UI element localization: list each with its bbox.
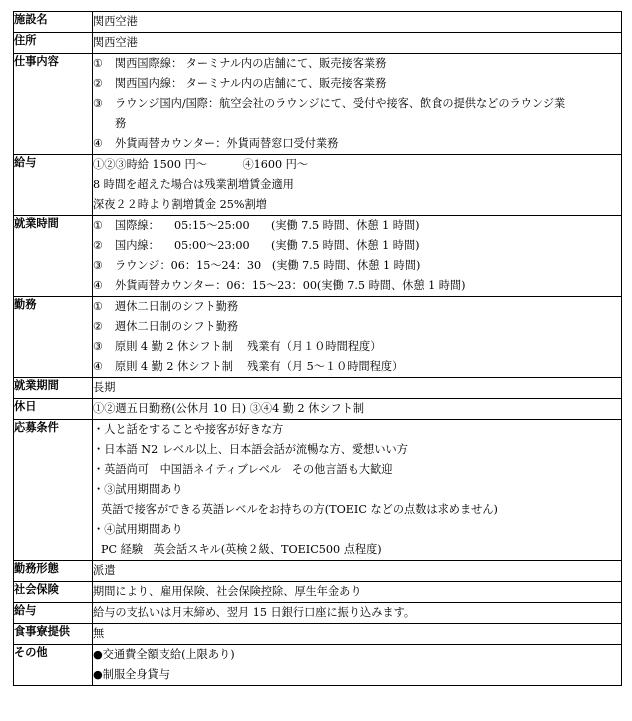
requirement-line: ・③試用期間あり: [93, 483, 183, 496]
job-listing: [13, 11, 622, 686]
requirement-line: ・人と話をすることや接客が好きな方: [93, 423, 284, 436]
period-text: 長期: [93, 381, 116, 394]
row-address: [14, 33, 622, 54]
facility-text: 関西空港: [93, 15, 138, 28]
other-line: ●交通費全額支給(上限あり): [93, 648, 235, 661]
meals-text: 無: [93, 627, 105, 640]
work-label: 仕事内容: [14, 54, 93, 155]
facility-label: 施設名: [14, 12, 93, 33]
other-label: その他: [14, 645, 93, 686]
row-insurance: [14, 582, 622, 603]
requirements-value: [93, 420, 622, 561]
holidays-label: 休日: [14, 399, 93, 420]
hours-item: ④ 外貨両替カウンター：06：15〜23：00(実働 7.5 時間、休憩 1 時間): [93, 279, 466, 292]
holidays-value: [93, 399, 622, 420]
work-item: ④ 外貨両替カウンター：外貨両替窓口受付業務: [93, 137, 339, 150]
meals-value: [93, 624, 622, 645]
address-label: 住所: [14, 33, 93, 54]
address-value: [93, 33, 622, 54]
shift-value: [93, 297, 622, 378]
holidays-text: ①②週五日勤務(公休月 10 日) ③④4 勤 2 休シフト制: [93, 402, 365, 415]
work-item: ① 関西国際線： ターミナル内の店舗にて、販売接客業務: [93, 57, 387, 70]
row-holidays: [14, 399, 622, 420]
work-item: ③ ラウンジ国内/国際：航空会社のラウンジにて、受付や接客、飲食の提供などのラウンジ業: [93, 97, 566, 110]
row-salary: [14, 155, 622, 216]
facility-value: [93, 12, 622, 33]
hours-item: ③ ラウンジ：06：15〜24：30 (実働 7.5 時間、休憩 1 時間): [93, 259, 421, 272]
address-text: 関西空港: [93, 36, 138, 49]
hours-item: ① 国際線： 05:15〜25:00 (実働 7.5 時間、休憩 1 時間): [93, 219, 420, 232]
payment-label: 給与: [14, 603, 93, 624]
row-requirements: [14, 420, 622, 561]
meals-label: 食事寮提供: [14, 624, 93, 645]
row-hours: [14, 216, 622, 297]
employment-text: 派遣: [93, 564, 116, 577]
row-facility: [14, 12, 622, 33]
requirements-label: 応募条件: [14, 420, 93, 561]
row-shift: [14, 297, 622, 378]
insurance-value: [93, 582, 622, 603]
requirement-line: ・④試用期間あり: [93, 523, 183, 536]
row-payment: [14, 603, 622, 624]
employment-label: 勤務形態: [14, 561, 93, 582]
requirement-line: 英語で接客ができる英語レベルをお持ちの方(TOEIC などの点数は求めません): [101, 503, 498, 516]
shift-label: 勤務: [14, 297, 93, 378]
row-meals: [14, 624, 622, 645]
work-item-continuation: 務: [115, 117, 127, 130]
other-value: [93, 645, 622, 686]
row-period: [14, 378, 622, 399]
hours-item: ② 国内線： 05:00〜23:00 (実働 7.5 時間、休憩 1 時間): [93, 239, 420, 252]
period-value: [93, 378, 622, 399]
insurance-label: 社会保険: [14, 582, 93, 603]
payment-value: [93, 603, 622, 624]
shift-item: ② 週休二日制のシフト勤務: [93, 320, 239, 333]
shift-item: ① 週休二日制のシフト勤務: [93, 300, 239, 313]
other-line: ●制服全身貸与: [93, 668, 170, 681]
salary-value: [93, 155, 622, 216]
requirement-line: ・英語尚可 中国語ネイティブレベル その他言語も大歓迎: [93, 463, 393, 476]
period-label: 就業期間: [14, 378, 93, 399]
row-other: [14, 645, 622, 686]
employment-value: [93, 561, 622, 582]
requirement-line: ・日本語 N2 レベル以上、日本語会話が流暢な方、愛想いい方: [93, 443, 408, 456]
insurance-text: 期間により、雇用保険、社会保険控除、厚生年金あり: [93, 585, 362, 598]
work-value: [93, 54, 622, 155]
salary-line: 深夜２２時より割増賃金 25%割増: [93, 198, 267, 211]
shift-item: ④ 原則 4 勤 2 休シフト制 残業有（月 5〜１０時間程度）: [93, 360, 404, 373]
row-employment: [14, 561, 622, 582]
salary-line: 8 時間を超えた場合は残業割増賃金適用: [93, 178, 294, 191]
hours-value: [93, 216, 622, 297]
work-item: ② 関西国内線： ターミナル内の店舗にて、販売接客業務: [93, 77, 387, 90]
job-details-table: [13, 11, 622, 686]
salary-line: ①②③時給 1500 円〜 ④1600 円〜: [93, 158, 309, 171]
shift-item: ③ 原則 4 勤 2 休シフト制 残業有（月１０時間程度）: [93, 340, 382, 353]
hours-label: 就業時間: [14, 216, 93, 297]
requirement-line: PC 経験 英会話スキル(英検２級、TOEIC500 点程度): [101, 543, 382, 556]
payment-text: 給与の支払いは月末締め、翌月 15 日銀行口座に振り込みます。: [93, 606, 416, 619]
row-work: [14, 54, 622, 155]
salary-label: 給与: [14, 155, 93, 216]
